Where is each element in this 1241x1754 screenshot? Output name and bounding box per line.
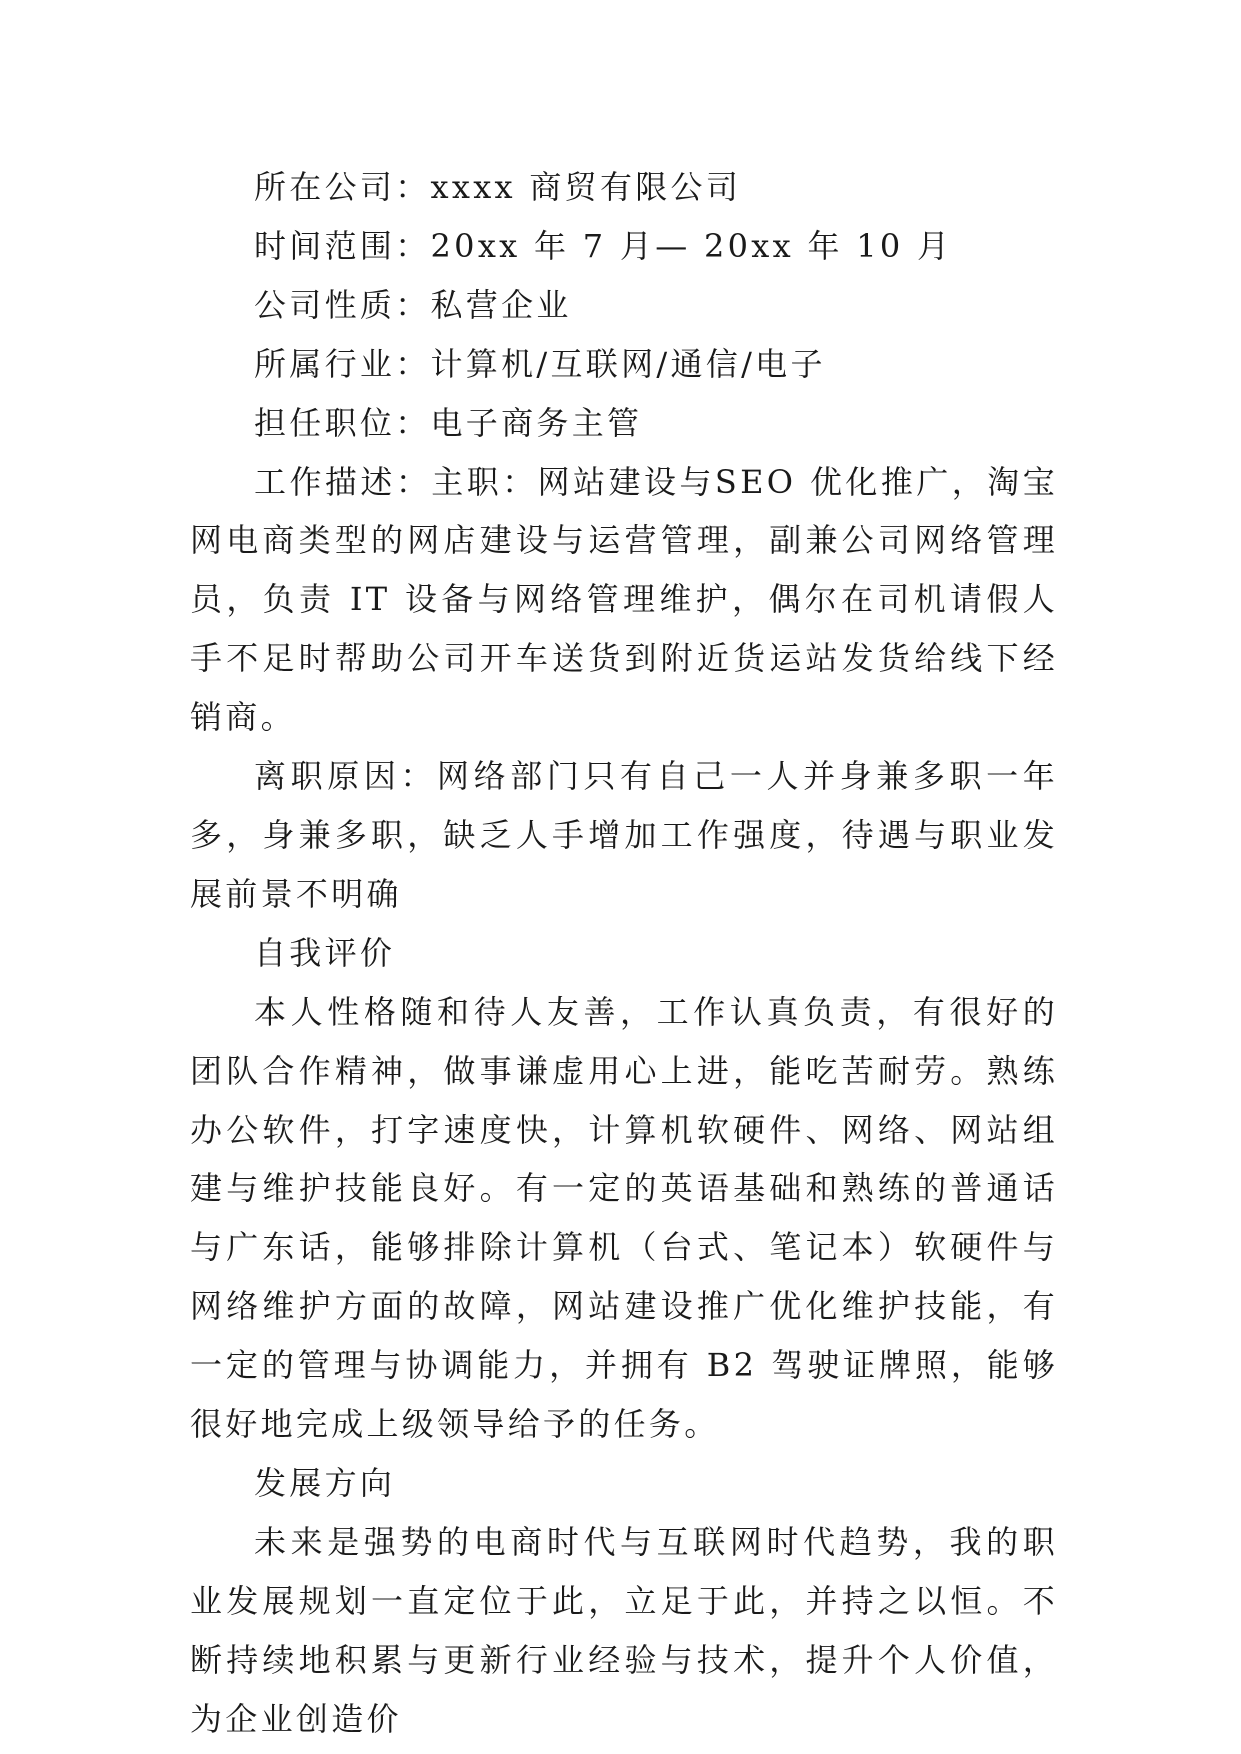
job-description-paragraph: 工作描述：主职：网站建设与SEO 优化推广，淘宝网电商类型的网店建设与运营管理，副兼公司网络管理员，负责 IT 设备与网络管理维护，偶尔在司机请假人手不足时帮助公司开车送货到附近货运站发货给线下经销商。 (190, 462, 1058, 737)
company-line: 所在公司：xxxx 商贸有限公司 (254, 168, 742, 206)
industry-line: 所属行业：计算机/互联网/通信/电子 (254, 344, 826, 383)
self-evaluation-paragraph: 本人性格随和待人友善，工作认真负责，有很好的团队合作精神，做事谦虚用心上进，能吃苦耐劳。熟练办公软件，打字速度快，计算机软硬件、网络、网站组建与维护技能良好。有一定的英语基础和熟练的普通话与广东话，能够排除计算机（台式、笔记本）软硬件与网络维护方面的故障，网站建设推广优化维护技能，有一定的管理与协调能力，并拥有 B2 驾驶证牌照，能够很好地完成上级领导给予的任务。 (190, 992, 1058, 1444)
time-range-line: 时间范围：20xx 年 7 月— 20xx 年 10 月 (254, 226, 953, 265)
development-direction-heading: 发展方向 (254, 1463, 396, 1502)
document-body (190, 158, 1058, 1748)
self-evaluation-heading: 自我评价 (254, 933, 396, 972)
development-direction-paragraph: 未来是强势的电商时代与互联网时代趋势，我的职业发展规划一直定位于此，立足于此，并持之以恒。不断持续地积累与更新行业经验与技术，提升个人价值，为企业创造价 (190, 1522, 1058, 1738)
position-line: 担任职位：电子商务主管 (254, 403, 643, 442)
leaving-reason-paragraph: 离职原因：网络部门只有自己一人并身兼多职一年多，身兼多职，缺乏人手增加工作强度，待遇与职业发展前景不明确 (190, 757, 1058, 913)
company-type-line: 公司性质：私营企业 (254, 285, 572, 324)
